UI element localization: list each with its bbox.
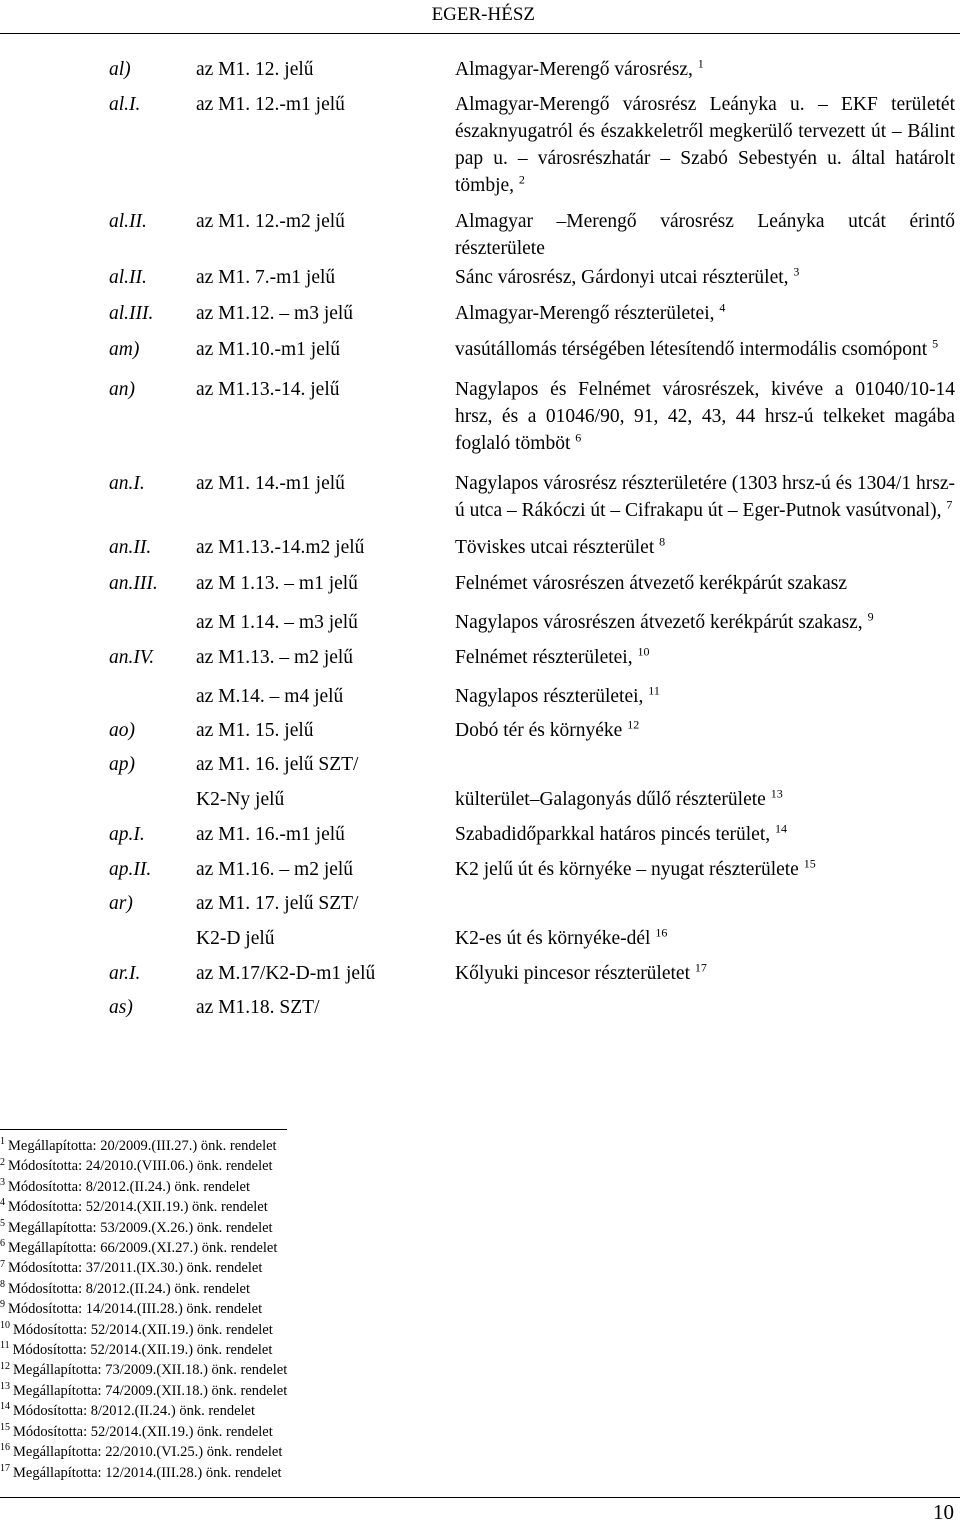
footnote-text: Módosította: 14/2014.(III.28.) önk. rendelet bbox=[8, 1301, 263, 1318]
footnote-number: 4 bbox=[0, 1197, 5, 1209]
footnote bbox=[0, 1422, 520, 1442]
entry-row bbox=[0, 717, 960, 744]
entry-row bbox=[0, 534, 960, 561]
footnote-text: Megállapította: 53/2009.(X.26.) önk. rendelet bbox=[8, 1219, 273, 1236]
entry-code: az M1. 12.-m2 jelű bbox=[196, 211, 345, 232]
entry-row bbox=[0, 683, 960, 710]
footnote-list bbox=[0, 1136, 520, 1483]
footnote bbox=[0, 1136, 520, 1156]
footnote bbox=[0, 1299, 520, 1319]
entry-label: as) bbox=[109, 997, 133, 1018]
entry-description-text: Nagylapos részterületei, bbox=[455, 686, 644, 707]
footnote-text: Módosította: 8/2012.(II.24.) önk. rendelet bbox=[8, 1178, 251, 1195]
entry-code: az M1. 17. jelű SZT/ bbox=[196, 893, 359, 914]
footnote-text: Módosította: 52/2014.(XII.19.) önk. rendelet bbox=[13, 1321, 273, 1338]
entry-label: an.I. bbox=[109, 473, 145, 494]
entry-code: az M1. 7.-m1 jelű bbox=[196, 267, 336, 288]
entry-description-text: K2 jelű út és környéke – nyugat részterülete bbox=[455, 859, 799, 880]
footnote-ref: 4 bbox=[719, 300, 726, 315]
footnote-text: Megállapította: 73/2009.(XII.18.) önk. rendelet bbox=[13, 1362, 288, 1379]
footnote-text: Módosította: 37/2011.(IX.30.) önk. rendelet bbox=[8, 1260, 263, 1277]
entry-code: az M 1.13. – m1 jelű bbox=[196, 573, 358, 594]
entry-description bbox=[455, 534, 955, 561]
entry-description-text: Felnémet részterületei, bbox=[455, 647, 633, 668]
entry-label: al.I. bbox=[109, 94, 141, 115]
entry-code: az M1.18. SZT/ bbox=[196, 997, 320, 1018]
footnote-text: Módosította: 52/2014.(XII.19.) önk. rendelet bbox=[13, 1423, 273, 1440]
footnote-number: 5 bbox=[0, 1217, 5, 1229]
entry-description bbox=[455, 570, 955, 597]
entry-row bbox=[0, 960, 960, 987]
entry-description-text: Kőlyuki pincesor részterületet bbox=[455, 963, 690, 984]
footnote-ref: 16 bbox=[655, 925, 668, 940]
footnote-ref: 6 bbox=[575, 430, 582, 445]
page-header bbox=[0, 0, 960, 34]
entry-description bbox=[455, 890, 955, 917]
entry-label: al.II. bbox=[109, 211, 147, 232]
footnote-number: 12 bbox=[0, 1360, 10, 1372]
footnote bbox=[0, 1258, 520, 1278]
footnote bbox=[0, 1218, 520, 1238]
entry-description-text: Almagyar-Merengő részterületei, bbox=[455, 303, 715, 324]
entry-code: az M1.13.-14.m2 jelű bbox=[196, 537, 365, 558]
entry-description bbox=[455, 856, 955, 883]
entry-code: az M.17/K2-D-m1 jelű bbox=[196, 963, 376, 984]
footnote bbox=[0, 1442, 520, 1462]
entry-label: ar.I. bbox=[109, 963, 141, 984]
entry-description-text: Sánc városrész, Gárdonyi utcai részterület, bbox=[455, 267, 789, 288]
entry-label: ap.II. bbox=[109, 859, 152, 880]
entry-row bbox=[0, 56, 960, 83]
entry-description-text: Nagylapos és Felnémet városrészek, kivéve a 01040/10-14 hrsz, és a 01046/90, 91, 42, 43, 44 hrsz-ú telkeket magába foglaló tömböt bbox=[455, 379, 955, 454]
entry-row bbox=[0, 336, 960, 363]
footnote-number: 13 bbox=[0, 1381, 10, 1393]
entry-label: an.II. bbox=[109, 537, 152, 558]
entry-description-text: Almagyar –Merengő városrész Leányka utcát érintő részterülete bbox=[455, 211, 955, 259]
footnote-number: 3 bbox=[0, 1176, 5, 1188]
entry-description bbox=[455, 91, 955, 199]
footnote bbox=[0, 1401, 520, 1421]
entry-description bbox=[455, 644, 955, 671]
entry-description bbox=[455, 786, 955, 813]
entry-row bbox=[0, 264, 960, 291]
entry-description bbox=[455, 994, 955, 1021]
entry-label: al.II. bbox=[109, 267, 147, 288]
entry-description bbox=[455, 609, 955, 636]
footnote-number: 15 bbox=[0, 1421, 10, 1433]
footnote-text: Megállapította: 74/2009.(XII.18.) önk. rendelet bbox=[13, 1382, 288, 1399]
entry-description-text: Felnémet városrészen átvezető kerékpárút szakasz bbox=[455, 573, 847, 594]
entry-row bbox=[0, 208, 960, 262]
footnote-number: 14 bbox=[0, 1401, 10, 1413]
entry-row bbox=[0, 300, 960, 327]
entry-code: az M1.12. – m3 jelű bbox=[196, 303, 354, 324]
entry-row bbox=[0, 570, 960, 597]
footnote-ref: 17 bbox=[694, 960, 707, 975]
footnote bbox=[0, 1177, 520, 1197]
entry-description bbox=[455, 300, 955, 327]
entry-label: ao) bbox=[109, 720, 135, 741]
footnote-text: Módosította: 24/2010.(VIII.06.) önk. rendelet bbox=[8, 1158, 273, 1175]
header-rule bbox=[0, 33, 960, 34]
entry-row bbox=[0, 856, 960, 883]
footnote-ref: 10 bbox=[637, 644, 650, 659]
entry-row bbox=[0, 751, 960, 778]
entry-code: az M1. 15. jelű bbox=[196, 720, 314, 741]
entry-label: al) bbox=[109, 59, 131, 80]
entry-description bbox=[455, 336, 955, 363]
entry-description-text: Dobó tér és környéke bbox=[455, 720, 623, 741]
footnote-number: 7 bbox=[0, 1258, 5, 1270]
footnote-ref: 13 bbox=[770, 786, 783, 801]
entry-description-text: külterület–Galagonyás dűlő részterülete bbox=[455, 789, 766, 810]
footnote-number: 2 bbox=[0, 1156, 5, 1168]
footnote-number: 1 bbox=[0, 1136, 5, 1148]
entry-row bbox=[0, 925, 960, 952]
footnote-ref: 8 bbox=[659, 534, 666, 549]
footnote-ref: 7 bbox=[946, 497, 953, 512]
entry-code: az M1. 12.-m1 jelű bbox=[196, 94, 345, 115]
footnote-number: 16 bbox=[0, 1442, 10, 1454]
entry-description bbox=[455, 925, 955, 952]
entry-description-text: vasútállomás térségében létesítendő intermodális csomópont bbox=[455, 339, 928, 360]
entry-code: az M1. 16. jelű SZT/ bbox=[196, 754, 359, 775]
footnote-text: Módosította: 52/2014.(XII.19.) önk. rendelet bbox=[12, 1342, 273, 1359]
entry-row bbox=[0, 470, 960, 524]
entry-code: az M1.13. – m2 jelű bbox=[196, 647, 354, 668]
entry-description bbox=[455, 717, 955, 744]
entry-description bbox=[455, 821, 955, 848]
footnote-text: Módosította: 8/2012.(II.24.) önk. rendelet bbox=[8, 1280, 251, 1297]
footnote-separator bbox=[0, 1129, 287, 1130]
footnote-ref: 3 bbox=[793, 264, 800, 279]
entry-description-text: Nagylapos városrész részterületére (1303 hrsz-ú és 1304/1 hrsz-ú utca – Rákóczi út – Cifrakapu út – Eger-Putnok vasútvonal), bbox=[455, 473, 955, 521]
footnote bbox=[0, 1360, 520, 1380]
entry-row bbox=[0, 609, 960, 636]
footnote bbox=[0, 1320, 520, 1340]
entry-label: ar) bbox=[109, 893, 133, 914]
footnote bbox=[0, 1340, 520, 1360]
footnote-ref: 9 bbox=[867, 609, 874, 624]
footnote-text: Módosította: 8/2012.(II.24.) önk. rendelet bbox=[13, 1403, 256, 1420]
entry-code: az M1.16. – m2 jelű bbox=[196, 859, 354, 880]
entry-label: an) bbox=[109, 379, 135, 400]
entry-description bbox=[455, 376, 955, 457]
entry-code: az M1. 16.-m1 jelű bbox=[196, 824, 345, 845]
entry-description bbox=[455, 264, 955, 291]
footnote bbox=[0, 1197, 520, 1217]
footnote bbox=[0, 1238, 520, 1258]
entry-description bbox=[455, 56, 955, 83]
entry-list bbox=[0, 56, 960, 1021]
entry-description bbox=[455, 470, 955, 524]
entry-row bbox=[0, 376, 960, 457]
entry-code: az M 1.14. – m3 jelű bbox=[196, 612, 358, 633]
entry-label: am) bbox=[109, 339, 140, 360]
footnote-ref: 2 bbox=[518, 172, 525, 187]
entry-description bbox=[455, 960, 955, 987]
footnote-number: 10 bbox=[0, 1319, 10, 1331]
entry-description bbox=[455, 751, 955, 778]
footnote-number: 8 bbox=[0, 1279, 5, 1291]
footnote-text: Megállapította: 20/2009.(III.27.) önk. rendelet bbox=[8, 1138, 277, 1154]
footnote-ref: 11 bbox=[648, 683, 660, 698]
entry-code: az M1.10.-m1 jelű bbox=[196, 339, 341, 360]
page-number: 10 bbox=[933, 1500, 954, 1524]
entry-code: az M.14. – m4 jelű bbox=[196, 686, 344, 707]
entry-row bbox=[0, 821, 960, 848]
entry-code: az M1. 14.-m1 jelű bbox=[196, 473, 345, 494]
entry-label: an.III. bbox=[109, 573, 158, 594]
entry-description bbox=[455, 208, 955, 262]
footnote-text: Megállapította: 22/2010.(VI.25.) önk. rendelet bbox=[13, 1444, 283, 1461]
entry-description-text: Almagyar-Merengő városrész Leányka u. – EKF területét északnyugatról és északkeletről megkerülő tervezett út – Bálint pap u. – városrészhatár – Szabó Sebestyén u. által határolt tömbje, bbox=[455, 94, 955, 196]
entry-description-text: Töviskes utcai részterület bbox=[455, 537, 655, 558]
header-title: EGER-HÉSZ bbox=[431, 4, 535, 25]
entry-row bbox=[0, 91, 960, 199]
footnote-number: 11 bbox=[0, 1340, 10, 1352]
footnote-ref: 5 bbox=[932, 336, 939, 351]
entry-code: K2-D jelű bbox=[196, 928, 275, 949]
footnote bbox=[0, 1279, 520, 1299]
entry-code: az M1. 12. jelű bbox=[196, 59, 314, 80]
entry-row bbox=[0, 890, 960, 917]
footnote-number: 9 bbox=[0, 1299, 5, 1311]
footnote-ref: 14 bbox=[775, 821, 788, 836]
footnote-ref: 15 bbox=[803, 856, 816, 871]
footnote bbox=[0, 1463, 520, 1483]
entry-row bbox=[0, 994, 960, 1021]
footnote-ref: 12 bbox=[627, 717, 640, 732]
entry-description bbox=[455, 683, 955, 710]
entry-description-text: K2-es út és környéke-dél bbox=[455, 928, 651, 949]
entry-description-text: Almagyar-Merengő városrész, bbox=[455, 59, 693, 80]
entry-row bbox=[0, 786, 960, 813]
footnote-text: Megállapította: 66/2009.(XI.27.) önk. rendelet bbox=[8, 1240, 278, 1257]
entry-label: al.III. bbox=[109, 303, 154, 324]
footer-rule bbox=[0, 1497, 960, 1498]
footnote-number: 17 bbox=[0, 1462, 10, 1474]
entry-code: az M1.13.-14. jelű bbox=[196, 379, 340, 400]
entry-label: ap) bbox=[109, 754, 135, 775]
entry-description-text: Nagylapos városrészen átvezető kerékpárút szakasz, bbox=[455, 612, 863, 633]
footnote-number: 6 bbox=[0, 1238, 5, 1250]
footnote-text: Megállapította: 12/2014.(III.28.) önk. rendelet bbox=[13, 1464, 282, 1481]
footnote bbox=[0, 1381, 520, 1401]
entry-code: K2-Ny jelű bbox=[196, 789, 285, 810]
entry-description-text: Szabadidőparkkal határos pincés terület, bbox=[455, 824, 771, 845]
entry-row bbox=[0, 644, 960, 671]
footnote bbox=[0, 1156, 520, 1176]
entry-label: an.IV. bbox=[109, 647, 155, 668]
entry-label: ap.I. bbox=[109, 824, 145, 845]
footnote-text: Módosította: 52/2014.(XII.19.) önk. rendelet bbox=[8, 1199, 268, 1216]
footnote-ref: 1 bbox=[697, 56, 704, 71]
